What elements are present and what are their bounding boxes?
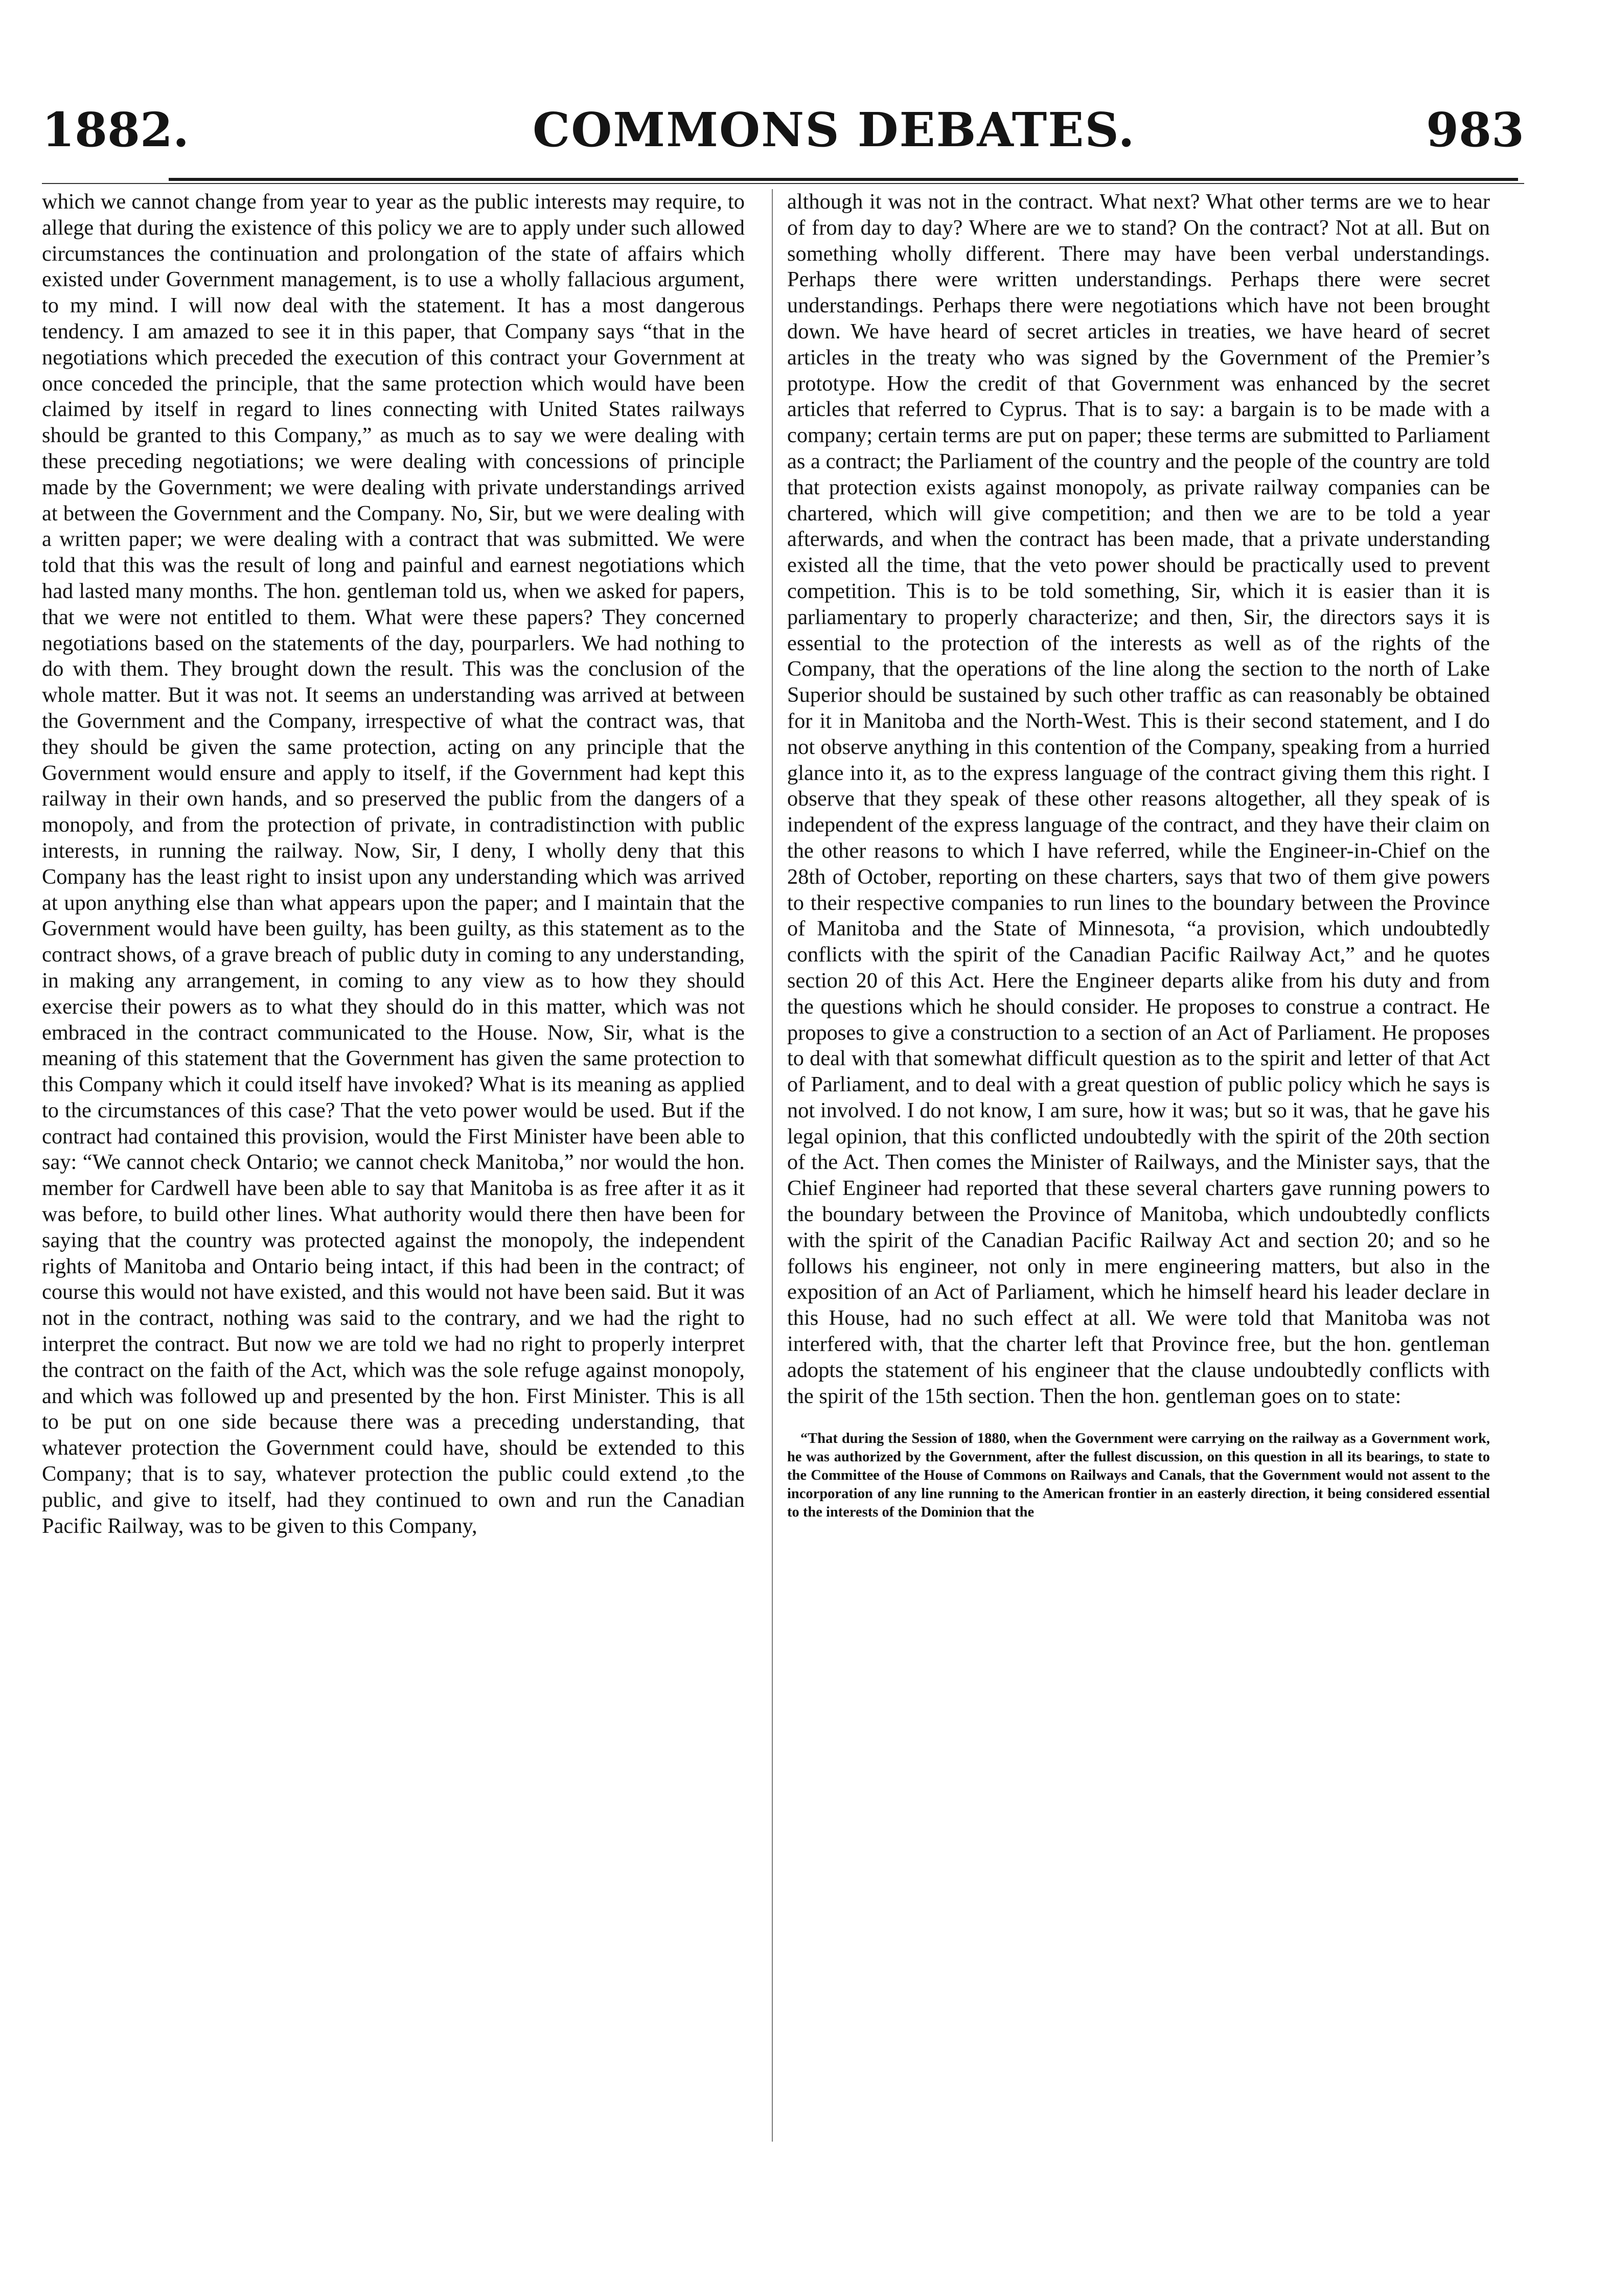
header-page-number: 983 (1426, 102, 1524, 157)
page-header (42, 102, 1524, 164)
left-column-text: which we cannot change from year to year as the public interests may require, to allege that during the existence of this policy we are to apply under such allowed circumstances the continuation and prolongation of the state of affairs which existed under Government management, is to use a wholly fallacious argument, to my mind. I will now deal with the statement. It has a most dangerous tendency. I am amazed to see it in this paper, that Company says “that in the negotiations which preceded the execution of this contract your Government at once conceded the principle, that the same protection which would have been claimed by itself in regard to lines connecting with United States railways should be granted to this Company,” as much as to say we were dealing with these preceding negotiations; we were dealing with concessions of principle made by the Government; we were dealing with private understandings arrived at between the Government and the Company. No, Sir, but we were dealing with a written paper; we were dealing with a contract that was submitted. We were told that this was the result of long and painful and earnest negotiations which had lasted many months. The hon. gentleman told us, when we asked for papers, that we were not entitled to them. What were these papers? They concerned negotiations based on the statements of the day, pourparlers. We had nothing to do with them. They brought down the result. This was the conclusion of the whole matter. But it was not. It seems an understanding was arrived at between the Government and the Company, irrespective of what the contract was, that they should be given the same protection, acting on any principle that the Government would ensure and apply to itself, if the Government had kept this railway in their own hands, and so preserved the public from the dangers of a monopoly, and from the protection of private, in contradistinction with public interests, in running the railway. Now, Sir, I deny, I wholly deny that this Company has the least right to insist upon any understanding which was arrived at upon anything else than what appears upon the paper; and I maintain that the Government would have been guilty, has been guilty, as this statement as to the contract shows, of a grave breach of public duty in coming to any understanding, in making any arrangement, in coming to any view as to how they should exercise their powers as to what they should do in this matter, which was not embraced in the contract communicated to the House. Now, Sir, what is the meaning of this statement that the Government has given the same protection to this Company which it could itself have invoked? What is its meaning as applied to the circumstances of this case? That the veto power would be used. But if the contract had contained this provision, would the First Minister have been able to say: “We cannot check Ontario; we cannot check Manitoba,” nor would the hon. member for Cardwell have been able to say that Manitoba is as free after it as it was before, to build other lines. What authority would there then have been for saying that the country was protected against the monopoly, the independent rights of Manitoba and Ontario being intact, if this had been in the contract; of course this would not have existed, and this would not have been said. But it was not in the contract, nothing was said to the contrary, and we had the right to interpret the contract. But now we are told we had no right to properly interpret the contract on the faith of the Act, which was the sole refuge against monopoly, and which was followed up and presented by the hon. First Minister. This is all to be put on one side because there was a preceding understanding, that whatever protection the Government could have, should be extended to this Company; that is to say, whatever protection the public could extend ,to the public, and give to itself, had they continued to own and run the Canadian Pacific Railway, was to be given to this Company, (42, 190, 745, 1538)
right-column-text: although it was not in the contract. What next? What other terms are we to hear of from day to day? Where are we to stand? On the contract? Not at all. But on something wholly different. There may have been verbal understandings. Perhaps there were written understandings. Perhaps there were secret understandings. Perhaps there were negotiations which have not been brought down. We have heard of secret articles in treaties, we have heard of secret articles in the treaty who was signed by the Government of the Premier’s prototype. How the credit of that Government was enhanced by the secret articles that referred to Cyprus. That is to say: a bargain is to be made with a company; certain terms are put on paper; these terms are submitted to Parliament as a contract; the Parliament of the country and the people of the country are told that protection exists against monopoly, as private railway companies can be chartered, which will give competition; and then we are to be told a year afterwards, and when the contract has been made, that a private understanding existed all the time, that the veto power should be practically used to prevent competition. This is to be told something, Sir, which it is easier than it is parliamentary to properly characterize; and then, Sir, the directors says it is essential to the protection of the interests as well as of the rights of the Company, that the operations of the line along the section to the north of Lake Superior should be sustained by such other traffic as can reasonably be obtained for it in Manitoba and the North-West. This is their second statement, and I do not observe anything in this contention of the Company, speaking from a hurried glance into it, as to the express language of the contract giving them this right. I observe that they speak of these other reasons altogether, all they speak of is independent of the express language of the contract, and they have their claim on the other reasons to which I have referred, while the Engineer-in-Chief on the 28th of October, reporting on these charters, says that two of them give powers to their respective companies to run lines to the boundary between the Province of Manitoba and the State of Minnesota, “a provision, which undoubtedly conflicts with the spirit of the Canadian Pacific Railway Act,” and he quotes section 20 of this Act. Here the Engineer departs alike from his duty and from the questions which he should consider. He proposes to construe a contract. He proposes to give a construction to a section of an Act of Parliament. He proposes to deal with that somewhat difficult question as to the spirit and letter of that Act of Parliament, and to deal with a great question of public policy which he says is not involved. I do not know, I am sure, how it was; but so it was, that he gave his legal opinion, that this conflicted undoubtedly with the spirit of the 20th section of the Act. Then comes the Minister of Railways, and the Minister says, that the Chief Engineer had reported that these several charters gave running powers to the boundary between the Province of Manitoba, which undoubtedly conflicts with the spirit of the Canadian Pacific Railway Act and section 20; and so he follows his engineer, not only in mere engineering matters, but also in the exposition of an Act of Parliament, which he himself heard his leader declare in this House, had no such effect at all. We were told that Manitoba was not interfered with, that the charter left that Province free, but the hon. gentleman adopts the statement of his engineer that the clause undoubtedly conflicts with the spirit of the 15th section. Then the hon. gentleman goes on to state: (787, 190, 1490, 1408)
header-title: COMMONS DEBATES. (533, 102, 1136, 157)
right-column (787, 189, 1490, 2203)
header-rule-thick (169, 178, 1518, 181)
column-divider (772, 189, 773, 2142)
header-year: 1882. (42, 102, 190, 157)
header-rule-thin (42, 183, 1524, 184)
quoted-passage: “That during the Session of 1880, when the Government were carrying on the railway as a Government work, he was authorized by the Government, after the fullest discussion, on this question in all its bearings, to state to the Committee of the House of Commons on Railways and Canals, that the Government would not assent to the incorporation of any line running to the American frontier in an easterly direction, it being considered essential to the interests of the Dominion that the (787, 1431, 1490, 1521)
left-column (42, 189, 745, 2203)
